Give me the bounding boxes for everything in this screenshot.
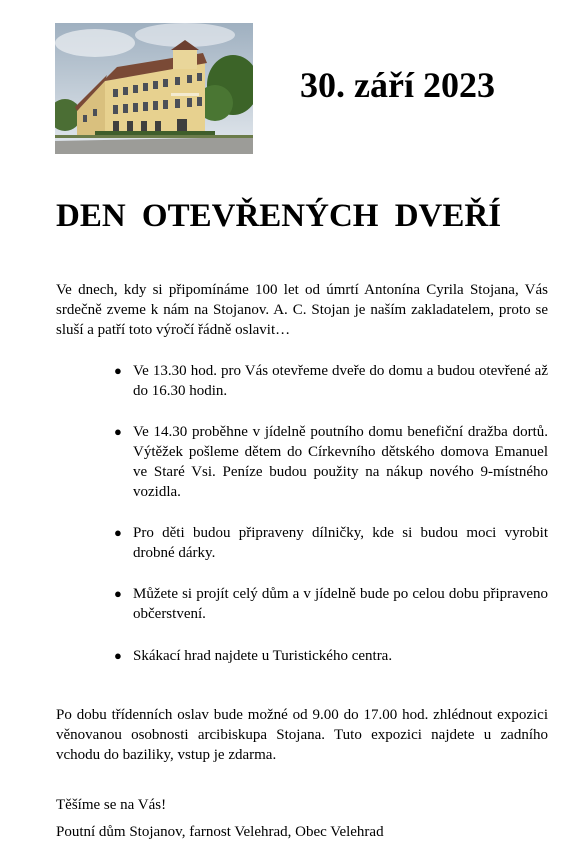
list-item-text: Můžete si projít celý dům a v jídelně bude po celou dobu připraveno občerstvení. xyxy=(133,586,548,622)
bullet-icon: ● xyxy=(114,525,122,540)
list-item xyxy=(114,523,548,563)
bullet-icon: ● xyxy=(114,648,122,663)
bullet-icon: ● xyxy=(114,363,122,378)
page-title: DEN OTEVŘENÝCH DVEŘÍ xyxy=(56,198,502,234)
list-item-text: Skákací hrad najdete u Turistického centra. xyxy=(133,648,393,664)
list-item-text: Pro děti budou připraveny dílničky, kde si budou moci vyrobit drobné dárky. xyxy=(133,525,548,561)
list-item xyxy=(114,646,548,666)
signature: Poutní dům Stojanov, farnost Velehrad, Obec Velehrad xyxy=(56,824,384,840)
intro-paragraph: Ve dnech, kdy si připomínáme 100 let od úmrtí Antonína Cyrila Stojana, Vás srdečně zveme k nám na Stojanov. A. C. Stojan je naším zakladatelem, proto se sluší a patří toto výročí řádně oslavit… xyxy=(56,282,548,338)
list-item-text: Ve 13.30 hod. pro Vás otevřeme dveře do domu a budou otevřené až do 16.30 hodin. xyxy=(133,363,548,399)
bullet-icon: ● xyxy=(114,424,122,439)
list-item xyxy=(114,584,548,624)
list-item xyxy=(114,361,548,401)
greeting: Těšíme se na Vás! xyxy=(56,797,167,813)
list-item xyxy=(114,422,548,502)
list-item-text: Ve 14.30 proběhne v jídelně poutního domu benefiční dražba dortů. Výtěžek pošleme dětem do Církevního dětského domova Emanuel ve Staré Vsi. Peníze budou použity na nákup nového 9-místného vozidla. xyxy=(133,424,548,500)
event-date: 30. září 2023 xyxy=(300,65,495,105)
outro-paragraph: Po dobu třídenních oslav bude možné od 9.00 do 17.00 hod. zhlédnout expozici věnovanou osobnosti arcibiskupa Stojana. Tuto expozici najdete u zadního vchodu do baziliky, vstup je zdarma. xyxy=(56,707,548,763)
bullet-icon: ● xyxy=(114,586,122,601)
building-photo xyxy=(55,23,253,154)
